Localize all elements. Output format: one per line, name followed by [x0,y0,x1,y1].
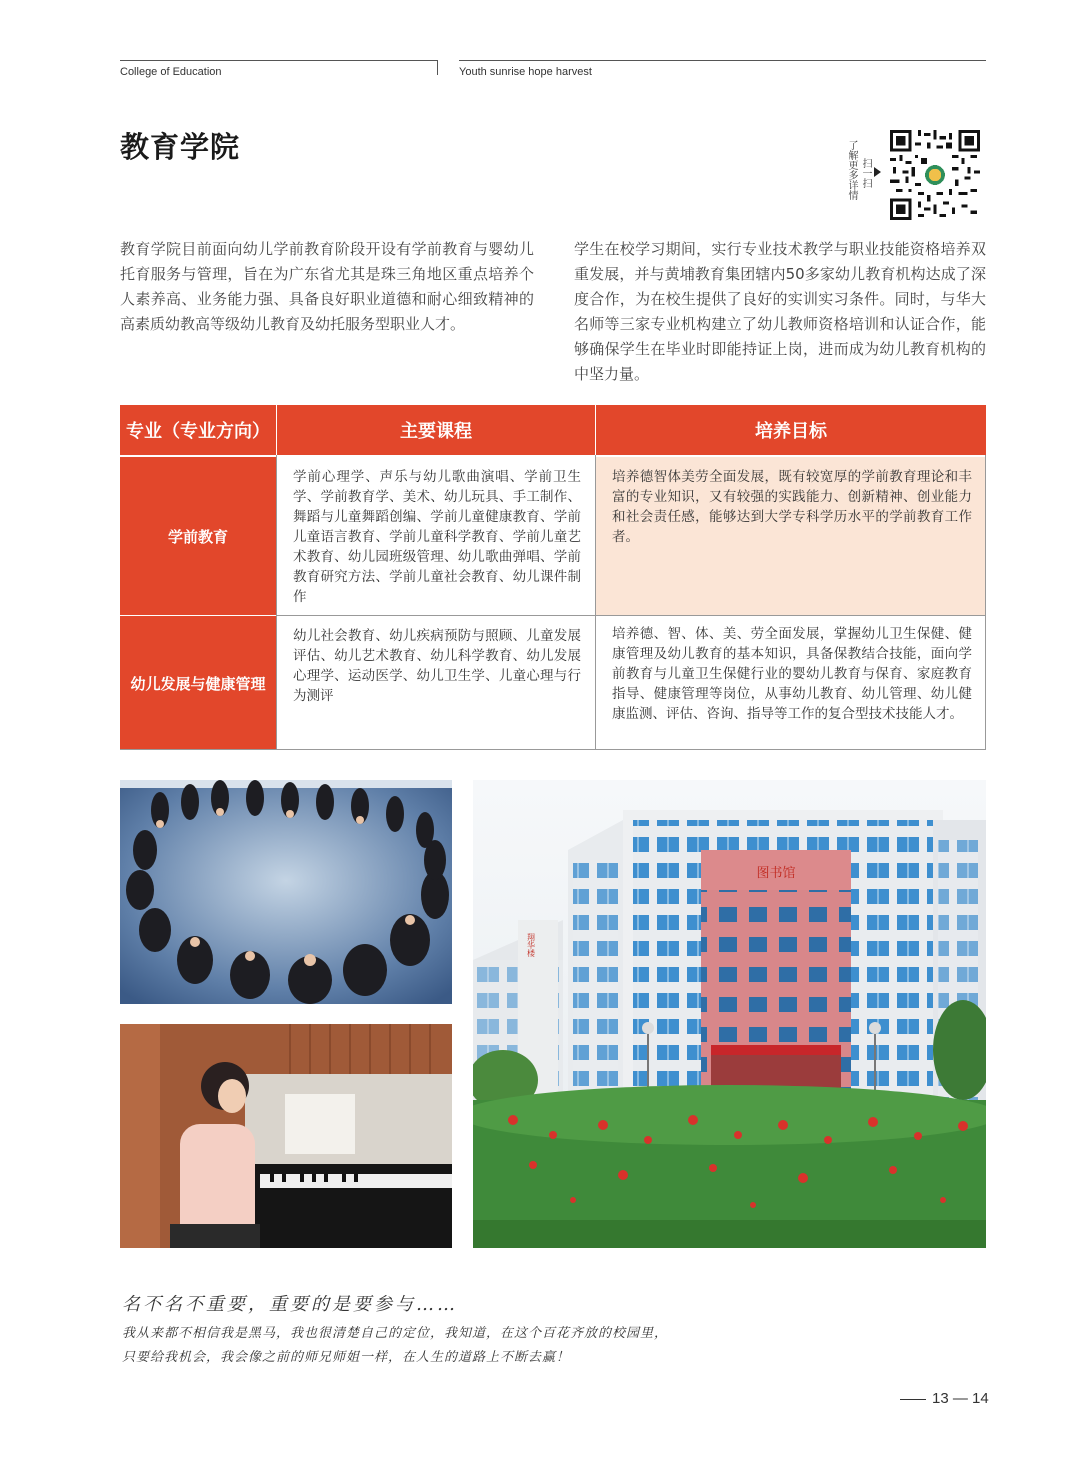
dance-class-photo [120,780,452,1004]
page-number [900,1390,989,1407]
header-rule-right [459,60,986,61]
arrow-right-icon [874,167,881,177]
quote-line: 我从来都不相信我是黑马，我也很清楚自己的定位，我知道，在这个百花齐放的校园里， [122,1326,669,1341]
page-number-text: 13 — 14 [932,1390,989,1407]
scan-hint-more: 了解更多详情 [846,140,857,200]
table-row-courses: 幼儿社会教育、幼儿疾病预防与照顾、儿童发展评估、幼儿艺术教育、幼儿科学教育、幼儿发展心理学、运动医学、幼儿卫生学、儿童心理与行为测评 [293,628,581,704]
qr-code[interactable] [890,130,980,220]
header-right-text: Youth sunrise hope harvest [459,66,592,78]
quote-heading: 名不名不重要，重要的是要参与…… [122,1294,458,1315]
piano-practice-photo [120,1024,452,1248]
quote-line: 只要给我机会，我会像之前的师兄师姐一样，在人生的道路上不断去赢！ [122,1350,571,1365]
intro-right-paragraph: 学生在校学习期间，实行专业技术教学与职业技能资格培养双重发展，并与黄埔教育集团辖内50多家幼儿教育机构达成了深度合作，为在校生提供了良好的实训实习条件。同时，与华大名师等三家专业机构建立了幼儿教师资格培训和认证合作，能够确保学生在毕业时即能持证上岗，进而成为幼儿教育机构的中坚力量。 [574,240,986,383]
table-grid-line [595,455,596,750]
table-row-goal: 培养德、智、体、美、劳全面发展，掌握幼儿卫生保健、健康管理及幼儿教育的基本知识，具备保教结合技能，面向学前教育与儿童卫生保健行业的婴幼儿教育与保育、家庭教育指导、健康管理等岗位，从事幼儿教育、幼儿管理、幼儿健康监测、评估、咨询、指导等工作的复合型技术技能人才。 [612,626,972,722]
table-grid-line [276,455,277,750]
header-divider [595,405,596,455]
library-sign-text: 图书馆 [756,866,796,881]
table-header-courses: 主要课程 [277,405,595,455]
major-table [120,405,986,750]
side-building-sign-text: 翔华楼 [526,933,536,957]
header-divider [276,405,277,455]
table-row-major: 学前教育 [120,457,276,615]
table-header-goal: 培养目标 [596,405,986,455]
scan-hint-scan: 扫一扫 [860,158,871,188]
library-building-photo [473,780,986,1248]
table-row-major: 幼儿发展与健康管理 [120,616,276,750]
scan-hint [845,140,885,210]
table-row-goal: 培养德智体美劳全面发展，既有较宽厚的学前教育理论和丰富的专业知识，又有较强的实践能力、创新精神、创业能力和社会责任感，能够达到大学专科学历水平的学前教育工作者。 [596,457,986,615]
table-grid-line [985,455,986,750]
table-header-major: 专业（专业方向） [120,405,276,455]
table-row-courses: 学前心理学、声乐与幼儿歌曲演唱、学前卫生学、学前教育学、美术、幼儿玩具、手工制作、舞蹈与儿童舞蹈创编、学前儿童健康教育、学前儿童语言教育、学前儿童科学教育、学前儿童艺术教育、幼儿园班级管理、幼儿歌曲弹唱、学前教育研究方法、学前儿童社会教育、幼儿课件制作 [293,469,581,605]
page-title: 教育学院 [120,130,241,164]
header-rule-left [120,60,438,61]
intro-left-paragraph: 教育学院目前面向幼儿学前教育阶段开设有学前教育与婴幼儿托育服务与管理，旨在为广东省尤其是珠三角地区重点培养个人素养高、业务能力强、具备良好职业道德和耐心细致精神的高素质幼教高等级幼儿教育及幼托服务型职业人才。 [120,240,534,333]
table-grid-line [277,615,986,616]
header-left-text: College of Education [120,66,222,78]
header-tick [437,60,438,75]
page-number-rule [900,1399,926,1400]
table-grid-line [120,749,986,750]
